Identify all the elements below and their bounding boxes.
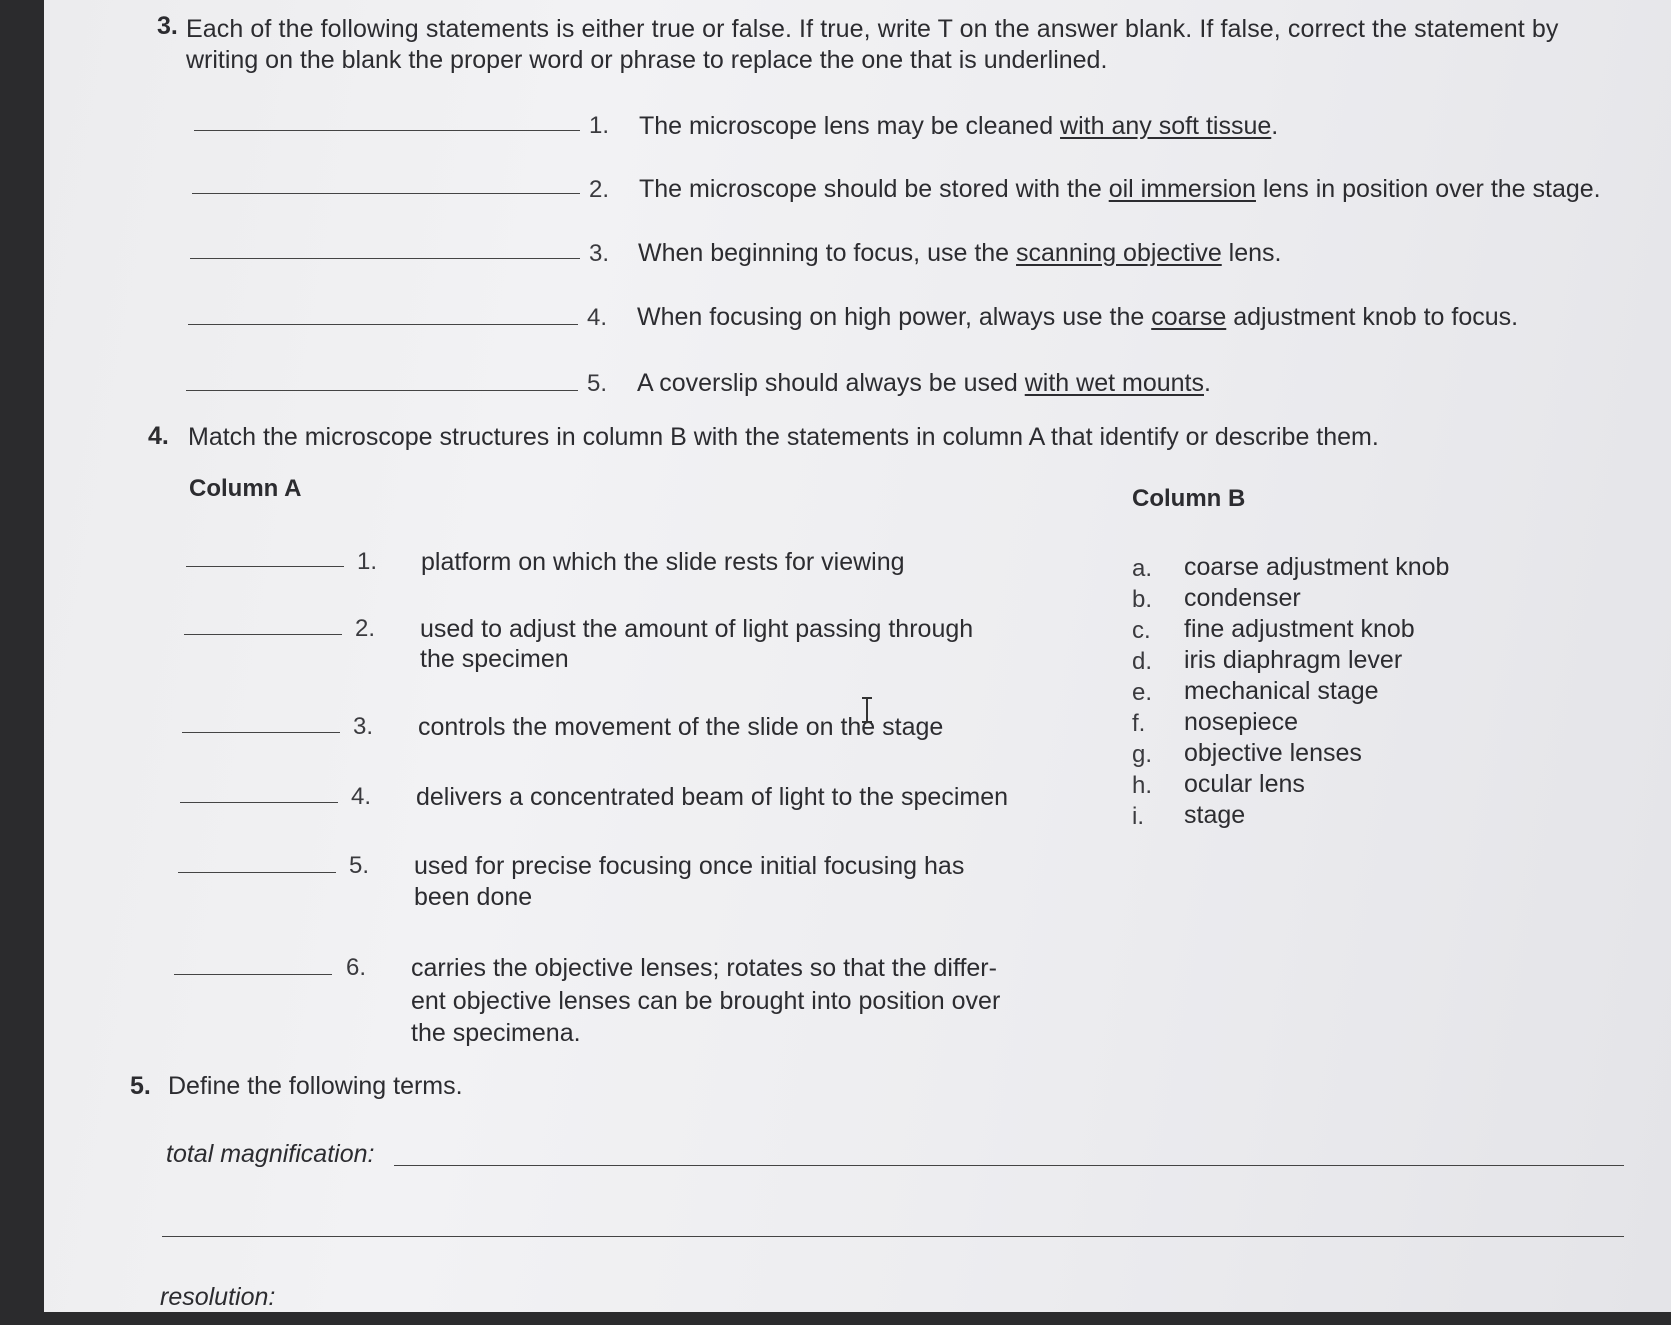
q3-underlined-term: scanning objective bbox=[1016, 239, 1222, 267]
column-b-letter: h. bbox=[1132, 772, 1153, 799]
column-b-item: objective lenses bbox=[1184, 739, 1362, 767]
column-b-item: condenser bbox=[1184, 584, 1301, 612]
q3-number: 3. bbox=[157, 12, 178, 40]
column-a-answer-blank-5[interactable] bbox=[178, 872, 336, 873]
column-a-item-number: 4. bbox=[351, 783, 372, 810]
column-a-statement: used to adjust the amount of light passing through bbox=[420, 615, 974, 643]
column-b-letter: g. bbox=[1132, 741, 1153, 768]
column-b-letter: c. bbox=[1132, 617, 1151, 644]
column-b-letter: i. bbox=[1132, 803, 1144, 830]
column-b-letter: f. bbox=[1132, 710, 1146, 737]
q3-statement-4: When focusing on high power, always use the coarse adjustment knob to focus. bbox=[637, 303, 1519, 331]
q5-number: 5. bbox=[130, 1072, 151, 1100]
column-b-letter: d. bbox=[1132, 648, 1153, 675]
term-total-magnification-label: total magnification: bbox=[166, 1140, 375, 1168]
q3-answer-blank-2[interactable] bbox=[192, 193, 580, 194]
column-a-statement-cont: the specimena. bbox=[411, 1019, 581, 1047]
column-a-statement: used for precise focusing once initial focusing has bbox=[414, 852, 965, 880]
total-magnification-answer-line-2[interactable] bbox=[162, 1236, 1624, 1237]
column-a-item-number: 5. bbox=[349, 852, 370, 879]
q3-underlined-term: coarse bbox=[1151, 303, 1227, 331]
worksheet-page bbox=[44, 0, 1671, 1312]
q3-item-number: 3. bbox=[589, 240, 610, 267]
q3-answer-blank-5[interactable] bbox=[186, 390, 578, 391]
column-b-item: fine adjustment knob bbox=[1184, 615, 1415, 643]
q3-underlined-term: with wet mounts bbox=[1024, 369, 1204, 397]
total-magnification-answer-line[interactable] bbox=[394, 1165, 1624, 1166]
column-a-statement: delivers a concentrated beam of light to the specimen bbox=[416, 783, 1009, 811]
q3-statement-2: The microscope should be stored with the oil immersion lens in position over the stage. bbox=[639, 175, 1601, 203]
column-b-item: nosepiece bbox=[1184, 708, 1298, 736]
column-a-statement-cont: been done bbox=[414, 883, 533, 911]
column-a-item-number: 1. bbox=[357, 548, 378, 575]
q4-instruction: Match the microscope structures in column B with the statements in column A that identify or describe them. bbox=[188, 423, 1379, 451]
column-b-item: mechanical stage bbox=[1184, 677, 1379, 705]
q4-number: 4. bbox=[148, 422, 169, 450]
column-a-item-number: 3. bbox=[353, 713, 374, 740]
column-b-header: Column B bbox=[1132, 485, 1246, 512]
column-a-statement-cont: the specimen bbox=[420, 645, 569, 673]
column-b-item: iris diaphragm lever bbox=[1184, 646, 1403, 674]
column-b-item: coarse adjustment knob bbox=[1184, 553, 1450, 581]
column-a-answer-blank-6[interactable] bbox=[174, 974, 332, 975]
column-a-statement-cont: ent objective lenses can be brought into position over bbox=[411, 987, 1001, 1015]
q3-underlined-term: oil immersion bbox=[1108, 175, 1256, 203]
column-a-statement: platform on which the slide rests for viewing bbox=[421, 548, 905, 576]
column-b-item: stage bbox=[1184, 801, 1246, 829]
column-a-answer-blank-1[interactable] bbox=[186, 566, 344, 567]
q3-instruction-line2: writing on the blank the proper word or phrase to replace the one that is underlined. bbox=[186, 46, 1108, 74]
q3-item-number: 2. bbox=[589, 176, 610, 203]
column-b-item: ocular lens bbox=[1184, 770, 1305, 798]
q3-item-number: 5. bbox=[587, 370, 608, 397]
q3-item-number: 1. bbox=[589, 112, 610, 139]
q3-answer-blank-4[interactable] bbox=[188, 324, 578, 325]
text-cursor-icon bbox=[860, 697, 874, 723]
q3-answer-blank-1[interactable] bbox=[194, 130, 580, 131]
column-b-letter: b. bbox=[1132, 586, 1153, 613]
q3-answer-blank-3[interactable] bbox=[190, 258, 580, 259]
column-b-letter: e. bbox=[1132, 679, 1153, 706]
column-a-header: Column A bbox=[189, 475, 302, 502]
column-a-answer-blank-2[interactable] bbox=[184, 634, 342, 635]
column-a-item-number: 6. bbox=[346, 954, 367, 981]
q3-item-number: 4. bbox=[587, 304, 608, 331]
q3-underlined-term: with any soft tissue bbox=[1060, 112, 1272, 140]
q3-statement-1: The microscope lens may be cleaned with any soft tissue. bbox=[639, 112, 1279, 140]
column-a-statement: controls the movement of the slide on the stage bbox=[418, 713, 944, 741]
q3-instruction-line1: Each of the following statements is either true or false. If true, write T on the answer blank. If false, correct the statement by bbox=[186, 15, 1559, 43]
column-b-letter: a. bbox=[1132, 555, 1153, 582]
q5-instruction: Define the following terms. bbox=[168, 1072, 463, 1100]
column-a-item-number: 2. bbox=[355, 615, 376, 642]
q3-statement-5: A coverslip should always be used with wet mounts. bbox=[637, 369, 1211, 397]
column-a-answer-blank-4[interactable] bbox=[180, 802, 338, 803]
column-a-statement: carries the objective lenses; rotates so that the differ- bbox=[411, 954, 997, 982]
column-a-answer-blank-3[interactable] bbox=[182, 732, 340, 733]
q3-statement-3: When beginning to focus, use the scanning objective lens. bbox=[638, 239, 1282, 267]
term-resolution-label: resolution: bbox=[160, 1283, 276, 1311]
